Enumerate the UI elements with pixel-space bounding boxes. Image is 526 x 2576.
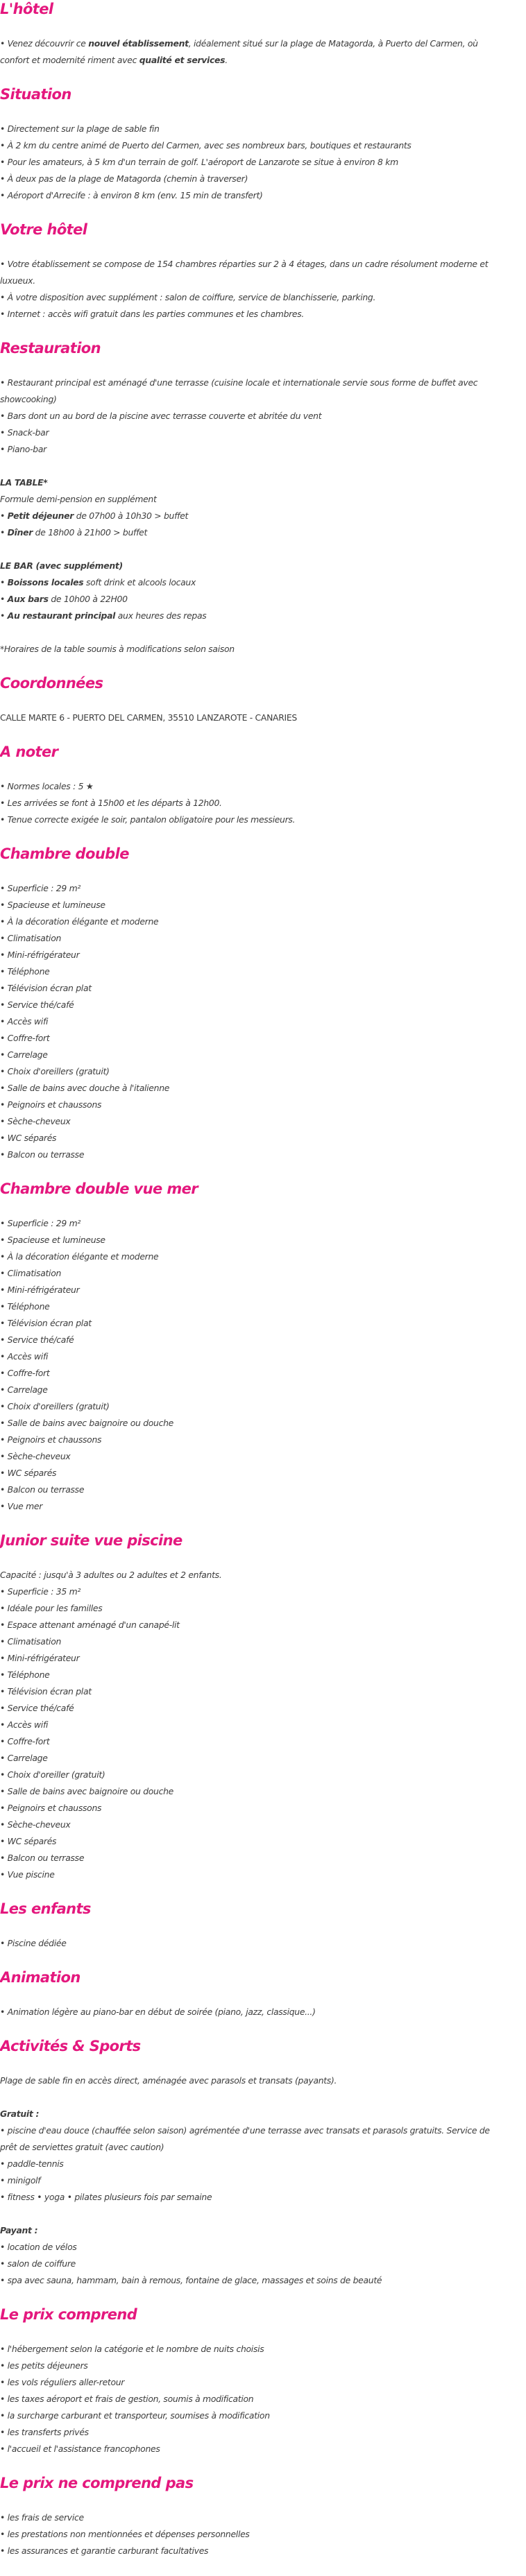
text-line: • À la décoration élégante et moderne	[0, 916, 159, 927]
text-fragment: , idéalement situé sur la plage de Matagorda, à Puerto del Carmen, où	[188, 38, 478, 49]
text-line: • Piano-bar	[0, 444, 46, 454]
spacer	[0, 864, 523, 880]
text-line: • À la décoration élégante et moderne	[0, 1251, 159, 1262]
section-title: A noter	[0, 744, 58, 760]
blank-line	[0, 458, 523, 474]
text-line: • Superficie : 35 m²	[0, 1586, 81, 1597]
text-line: • À votre disposition avec supplément : salon de coiffure, service de blanchisserie, parking.	[0, 292, 376, 302]
text-fragment: •	[0, 594, 8, 604]
bold-text: LE BAR (avec supplément)	[0, 560, 123, 571]
rich-text-line	[0, 608, 523, 624]
rich-text-line	[0, 2106, 523, 2122]
text-fragment: • Venez découvrir ce	[0, 38, 89, 49]
text-line: • Peignoirs et chaussons	[0, 1434, 102, 1445]
section-title: Chambre double vue mer	[0, 1180, 198, 1197]
section-title: Junior suite vue piscine	[0, 1532, 183, 1549]
section-title: Chambre double	[0, 845, 129, 862]
blank-line	[0, 2089, 523, 2106]
text-line: • Sèche-cheveux	[0, 1116, 71, 1126]
text-line: • Balcon ou terrasse	[0, 1853, 85, 1863]
text-line: • Aéroport d'Arrecife : à environ 8 km (env. 15 min de transfert)	[0, 190, 263, 200]
text-line: • les transferts privés	[0, 2427, 89, 2437]
text-fragment: de 07h00 à 10h30 > buffet	[74, 510, 189, 521]
section-le-prix-ne-comprend-pas	[0, 2474, 523, 2576]
bold-text: nouvel établissement	[88, 38, 189, 49]
blank-line	[0, 624, 523, 641]
text-line: • Service thé/café	[0, 1334, 74, 1345]
text-line: • Carrelage	[0, 1753, 48, 1763]
text-line: • Animation légère au piano-bar en début de soirée (piano, jazz, classique...)	[0, 2007, 316, 2017]
rich-text-line	[0, 2222, 523, 2239]
text-line: • Mini-réfrigérateur	[0, 1285, 80, 1295]
text-line: • les petits déjeuners	[0, 2360, 88, 2371]
section-coordonnees	[0, 674, 523, 743]
section-les-enfants	[0, 1900, 523, 1968]
spacer	[0, 1515, 523, 1531]
rich-text-line	[0, 508, 523, 524]
bold-text: Au restaurant principal	[7, 610, 116, 621]
text-line: • WC séparés	[0, 1836, 57, 1846]
text-line: • fitness • yoga • pilates plusieurs fois par semaine	[0, 2192, 212, 2202]
spacer	[0, 1918, 523, 1935]
text-line: • minigolf	[0, 2175, 41, 2186]
spacer	[0, 1163, 523, 1180]
text-line: • WC séparés	[0, 1133, 57, 1143]
text-line: • Climatisation	[0, 1268, 62, 1278]
spacer	[0, 104, 523, 121]
rich-text-line	[0, 524, 523, 541]
spacer	[0, 323, 523, 339]
text-line: • Pour les amateurs, à 5 km d'un terrain de golf. L'aéroport de Lanzarote se situe à environ 8 km	[0, 157, 398, 167]
text-line: • Bars dont un au bord de la piscine avec terrasse couverte et abritée du vent	[0, 411, 322, 421]
text-line: • Téléphone	[0, 966, 50, 977]
text-line: • Mini-réfrigérateur	[0, 1653, 80, 1663]
text-line: • Salle de bains avec baignoire ou douche	[0, 1786, 173, 1796]
text-line: • À deux pas de la plage de Matagorda (chemin à traverser)	[0, 173, 248, 184]
spacer	[0, 239, 523, 256]
text-line: • Balcon ou terrasse	[0, 1484, 85, 1495]
text-line: • Choix d'oreiller (gratuit)	[0, 1769, 105, 1780]
bold-text: Boissons locales	[7, 577, 84, 587]
text-line: • Climatisation	[0, 1636, 62, 1647]
text-line: • Choix d'oreillers (gratuit)	[0, 1066, 110, 1076]
text-line: • Salle de bains avec baignoire ou douche	[0, 1418, 173, 1428]
spacer	[0, 1550, 523, 1567]
text-fragment: de 10h00 à 22H00	[48, 594, 128, 604]
text-fragment: •	[0, 527, 8, 538]
text-line: Plage de sable fin en accès direct, aménagée avec parasols et transats (payants).	[0, 2075, 337, 2086]
text-line: • les assurances et garantie carburant facultatives	[0, 2545, 209, 2556]
text-line: • Les arrivées se font à 15h00 et les départs à 12h00.	[0, 798, 222, 808]
text-line: • Mini-réfrigérateur	[0, 950, 80, 960]
text-line: • Directement sur la plage de sable fin	[0, 123, 160, 134]
spacer	[0, 762, 523, 778]
spacer	[0, 2289, 523, 2305]
text-line: • À 2 km du centre animé de Puerto del Carmen, avec ses nombreux bars, boutiques et restaurants	[0, 140, 412, 151]
text-line: • les prestations non mentionnées et dépenses personnelles	[0, 2529, 250, 2539]
bold-text: qualité et services	[139, 55, 226, 65]
text-line: • Vue piscine	[0, 1869, 55, 1880]
section-title: Animation	[0, 1969, 80, 1986]
spacer	[0, 2493, 523, 2509]
spacer	[0, 658, 523, 674]
text-line: • Climatisation	[0, 933, 62, 943]
text-line: • Téléphone	[0, 1301, 50, 1312]
section-l-hotel	[0, 0, 523, 85]
text-line: • Coffre-fort	[0, 1368, 50, 1378]
text-line: • Service thé/café	[0, 1703, 74, 1713]
section-title: Votre hôtel	[0, 221, 87, 238]
spacer	[0, 1952, 523, 1968]
text-line: • Espace attenant aménagé d'un canapé-lit	[0, 1620, 180, 1630]
bold-text: Aux bars	[7, 594, 49, 604]
section-activites-sports	[0, 2037, 523, 2305]
blank-line	[0, 541, 523, 558]
section-a-noter	[0, 743, 523, 845]
blank-line	[0, 2206, 523, 2222]
text-line: • Piscine dédiée	[0, 1938, 67, 1948]
text-line: • l'accueil et l'assistance francophones	[0, 2444, 160, 2454]
text-line: • Votre établissement se compose de 154 chambres réparties sur 2 à 4 étages, dans un cadre résolument moderne et	[0, 259, 489, 269]
text-line: *Horaires de la table soumis à modifications selon saison	[0, 644, 235, 654]
spacer	[0, 1883, 523, 1900]
text-line: • Tenue correcte exigée le soir, pantalon obligatoire pour les messieurs.	[0, 814, 296, 825]
section-situation	[0, 85, 523, 221]
text-line: • Idéale pour les familles	[0, 1603, 103, 1613]
text-line: • Peignoirs et chaussons	[0, 1099, 102, 1110]
text-line: • Service thé/café	[0, 999, 74, 1010]
text-line: • Coffre-fort	[0, 1736, 50, 1746]
text-line: • Coffre-fort	[0, 1033, 50, 1043]
text-line: • Spacieuse et lumineuse	[0, 900, 105, 910]
text-line: • Superficie : 29 m²	[0, 883, 81, 893]
text-line: • Internet : accès wifi gratuit dans les parties communes et les chambres.	[0, 309, 305, 319]
section-votre-hotel	[0, 221, 523, 339]
text-line: • Sèche-cheveux	[0, 1451, 71, 1461]
bold-text: Dîner	[7, 527, 33, 538]
section-title: Activités & Sports	[0, 2038, 141, 2054]
spacer	[0, 1987, 523, 2004]
text-line: • Sèche-cheveux	[0, 1819, 71, 1830]
section-chambre-double-vue-mer	[0, 1180, 523, 1531]
text-line: • spa avec sauna, hammam, bain à remous, fontaine de glace, massages et soins de beauté	[0, 2275, 382, 2285]
rich-text-line	[0, 591, 523, 608]
text-fragment: •	[0, 577, 8, 587]
text-line: • Télévision écran plat	[0, 983, 92, 993]
text-line: Formule demi-pension en supplément	[0, 494, 157, 504]
text-line: • Téléphone	[0, 1669, 50, 1680]
spacer	[0, 2457, 523, 2474]
text-fragment: de 18h00 à 21h00 > buffet	[33, 527, 148, 538]
text-line: prêt de serviettes gratuit (avec caution)	[0, 2142, 164, 2152]
rich-text-line	[0, 52, 523, 69]
section-title: Restauration	[0, 340, 101, 357]
bold-text: Gratuit :	[0, 2109, 40, 2119]
text-line: • Balcon ou terrasse	[0, 1149, 85, 1160]
section-animation	[0, 1968, 523, 2037]
spacer	[0, 2056, 523, 2072]
text-line: • les vols réguliers aller-retour	[0, 2377, 125, 2387]
section-junior-suite-vue-piscine	[0, 1531, 523, 1900]
section-chambre-double	[0, 845, 523, 1180]
rich-text-line	[0, 558, 523, 574]
section-title: Coordonnées	[0, 675, 103, 692]
spacer	[0, 2020, 523, 2037]
text-line: • WC séparés	[0, 1468, 57, 1478]
text-line: • Vue mer	[0, 1501, 43, 1511]
text-line: • paddle-tennis	[0, 2158, 64, 2169]
spacer	[0, 358, 523, 375]
text-fragment: confort et modernité riment avec	[0, 55, 139, 65]
text-fragment: soft drink et alcools locaux	[83, 577, 196, 587]
text-line: • Accès wifi	[0, 1351, 49, 1362]
text-fragment: aux heures des repas	[115, 610, 207, 621]
text-line: • la surcharge carburant et transporteur, soumises à modification	[0, 2410, 270, 2421]
text-line: CALLE MARTE 6 - PUERTO DEL CARMEN, 35510 LANZAROTE - CANARIES	[0, 712, 297, 723]
spacer	[0, 19, 523, 35]
text-line: • Peignoirs et chaussons	[0, 1803, 102, 1813]
section-title: Le prix comprend	[0, 2306, 137, 2323]
text-line: • Accès wifi	[0, 1016, 49, 1027]
text-line: • Restaurant principal est aménagé d'une terrasse (cuisine locale et internationale servie sous forme de buffet avec	[0, 377, 478, 388]
text-line: • Carrelage	[0, 1384, 48, 1395]
text-line: Capacité : jusqu'à 3 adultes ou 2 adultes et 2 enfants.	[0, 1570, 222, 1580]
spacer	[0, 2559, 523, 2576]
section-title: Les enfants	[0, 1900, 91, 1917]
spacer	[0, 726, 523, 743]
text-line: showcooking)	[0, 394, 57, 404]
rich-text-line	[0, 35, 523, 52]
text-line: • les taxes aéroport et frais de gestion, soumis à modification	[0, 2394, 254, 2404]
text-line: • salon de coiffure	[0, 2258, 76, 2269]
section-title: Situation	[0, 86, 71, 103]
text-line: • Normes locales : 5 ★	[0, 781, 94, 791]
spacer	[0, 204, 523, 221]
text-line: • Snack-bar	[0, 427, 49, 438]
text-line: • Salle de bains avec douche à l'italienne	[0, 1083, 170, 1093]
text-line: • piscine d'eau douce (chauffée selon saison) agrémentée d'une terrasse avec transats et parasols gratuits. Service de	[0, 2125, 490, 2136]
section-restauration	[0, 339, 523, 674]
text-line: • Carrelage	[0, 1049, 48, 1060]
text-line: • Télévision écran plat	[0, 1686, 92, 1697]
text-line: • Choix d'oreillers (gratuit)	[0, 1401, 110, 1411]
spacer	[0, 828, 523, 845]
bold-text: LA TABLE*	[0, 477, 48, 488]
text-line: • les frais de service	[0, 2512, 84, 2523]
section-title: L'hôtel	[0, 1, 53, 17]
spacer	[0, 69, 523, 85]
text-line: • Superficie : 29 m²	[0, 1218, 81, 1228]
spacer	[0, 693, 523, 710]
text-fragment: •	[0, 610, 8, 621]
rich-text-line	[0, 474, 523, 491]
bold-text: Petit déjeuner	[7, 510, 74, 521]
bold-text: Payant :	[0, 2225, 38, 2235]
text-line: • Accès wifi	[0, 1719, 49, 1730]
text-line: • Télévision écran plat	[0, 1318, 92, 1328]
section-title: Le prix ne comprend pas	[0, 2475, 194, 2491]
text-line: • location de vélos	[0, 2242, 77, 2252]
text-fragment: •	[0, 510, 8, 521]
text-line: luxueux.	[0, 275, 35, 286]
rich-text-line	[0, 574, 523, 591]
section-le-prix-comprend	[0, 2305, 523, 2474]
spacer	[0, 1199, 523, 1215]
text-fragment: .	[225, 55, 228, 65]
spacer	[0, 2324, 523, 2341]
text-line: • Spacieuse et lumineuse	[0, 1235, 105, 1245]
text-line: • l'hébergement selon la catégorie et le nombre de nuits choisis	[0, 2344, 264, 2354]
